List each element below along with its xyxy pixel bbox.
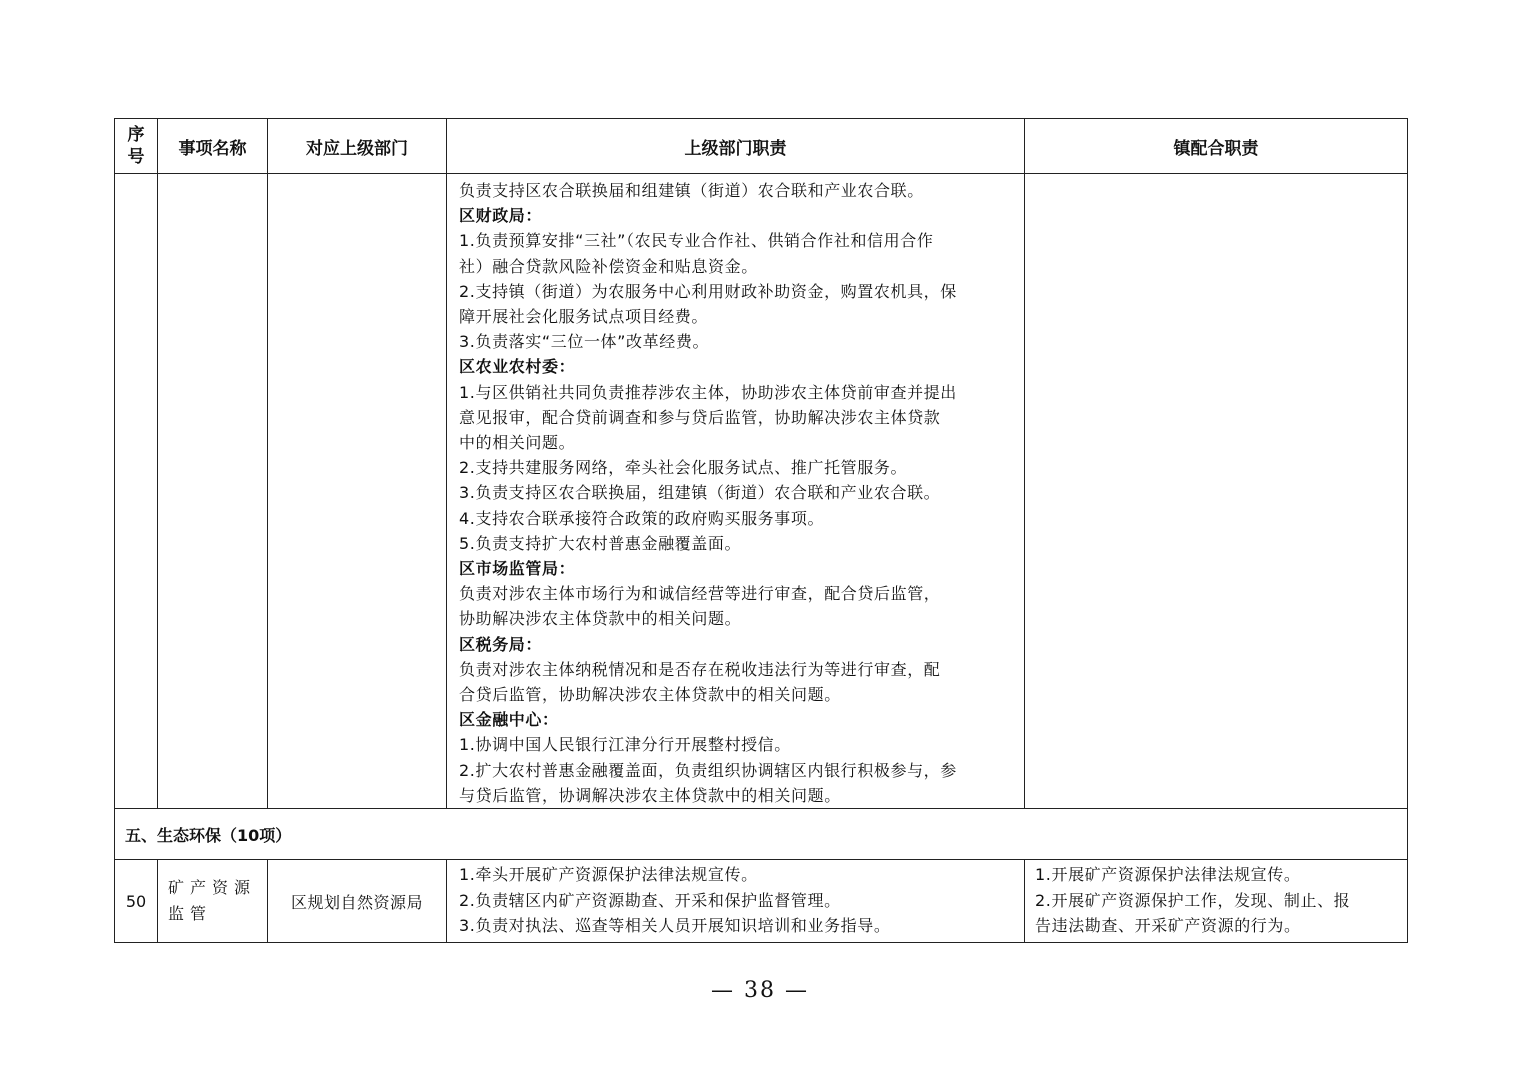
row-superior-dept: 区规划自然资源局 [268, 860, 447, 943]
header-seq-line1: 序 [127, 125, 145, 145]
header-item-name: 事项名称 [158, 119, 268, 174]
table-row [115, 860, 1408, 943]
continued-town-cell [1025, 174, 1408, 809]
department-heading: 区金融中心： [459, 710, 559, 730]
table-row-continued [115, 174, 1408, 809]
continued-dept-cell [268, 174, 447, 809]
row-item-name-line2: 监管 [168, 904, 213, 924]
duty-line: 协助解决涉农主体贷款中的相关问题。 [459, 609, 742, 629]
department-heading: 区市场监管局： [459, 559, 576, 579]
duty-table-container [114, 118, 1407, 943]
department-heading: 区税务局： [459, 634, 543, 654]
duty-line: 1.负责预算安排“三社”（农民专业合作社、供销合作社和信用合作 [459, 231, 934, 251]
duty-line: 负责支持区农合联换届和组建镇（街道）农合联和产业农合联。 [459, 181, 924, 200]
duty-line: 与贷后监管，协调解决涉农主体贷款中的相关问题。 [459, 785, 841, 805]
duty-line: 1.协调中国人民银行江津分行开展整村授信。 [459, 735, 791, 755]
header-superior-duty: 上级部门职责 [447, 119, 1025, 174]
duty-line: 1.与区供销社共同负责推荐涉农主体，协助涉农主体贷前审查并提出 [459, 382, 957, 402]
section-row [115, 809, 1408, 860]
continued-seq-cell [115, 174, 158, 809]
header-town-duty: 镇配合职责 [1025, 119, 1408, 174]
department-heading: 区财政局： [459, 206, 543, 226]
duty-line: 2.支持共建服务网络，牵头社会化服务试点、推广托管服务。 [459, 458, 908, 478]
row-town-duty [1025, 860, 1408, 943]
duty-line: 障开展社会化服务试点项目经费。 [459, 307, 709, 327]
header-seq [115, 119, 158, 174]
duty-line: 负责对涉农主体市场行为和诚信经营等进行审查，配合贷后监管， [459, 584, 941, 604]
row-town-line: 1.开展矿产资源保护法律法规宣传。 [1035, 865, 1301, 885]
duty-line: 中的相关问题。 [459, 433, 576, 453]
duty-line: 2.扩大农村普惠金融覆盖面，负责组织协调辖区内银行积极参与，参 [459, 760, 957, 780]
continued-duty-cell [447, 174, 1025, 809]
continued-name-cell [158, 174, 268, 809]
duty-line: 意见报审，配合贷前调查和参与贷后监管，协助解决涉农主体贷款 [459, 407, 941, 427]
row-item-name-line1: 矿产资源 [168, 878, 257, 898]
duty-line: 社）融合贷款风险补偿资金和贴息资金。 [459, 256, 758, 276]
row-item-name [158, 860, 268, 943]
page-number: — 38 — [711, 978, 809, 1003]
row-town-line: 告违法勘查、开采矿产资源的行为。 [1035, 916, 1301, 936]
duty-line: 3.负责支持区农合联换届，组建镇（街道）农合联和产业农合联。 [459, 483, 941, 503]
duty-line: 3.负责落实“三位一体”改革经费。 [459, 332, 710, 352]
row-town-line: 2.开展矿产资源保护工作，发现、制止、报 [1035, 890, 1351, 910]
duty-line: 4.支持农合联承接符合政策的政府购买服务事项。 [459, 508, 825, 528]
duty-table [114, 118, 1408, 943]
header-superior-dept: 对应上级部门 [268, 119, 447, 174]
department-heading: 区农业农村委： [459, 357, 576, 377]
duty-line: 2.支持镇（街道）为农服务中心利用财政补助资金，购置农机具，保 [459, 281, 957, 301]
row-duty-line: 3.负责对执法、巡查等相关人员开展知识培训和业务指导。 [459, 916, 891, 936]
header-seq-line2: 号 [127, 147, 145, 167]
duty-line: 负责对涉农主体纳税情况和是否存在税收违法行为等进行审查，配 [459, 659, 941, 679]
section-title: 五、生态环保（10项） [115, 809, 1408, 860]
row-duty-line: 1.牵头开展矿产资源保护法律法规宣传。 [459, 865, 758, 885]
table-header-row [115, 119, 1408, 174]
row-duty-line: 2.负责辖区内矿产资源勘查、开采和保护监督管理。 [459, 890, 841, 910]
duty-line: 合贷后监管，协助解决涉农主体贷款中的相关问题。 [459, 685, 841, 705]
row-seq: 50 [115, 860, 158, 943]
duty-line: 5.负责支持扩大农村普惠金融覆盖面。 [459, 533, 742, 553]
row-superior-duty [447, 860, 1025, 943]
